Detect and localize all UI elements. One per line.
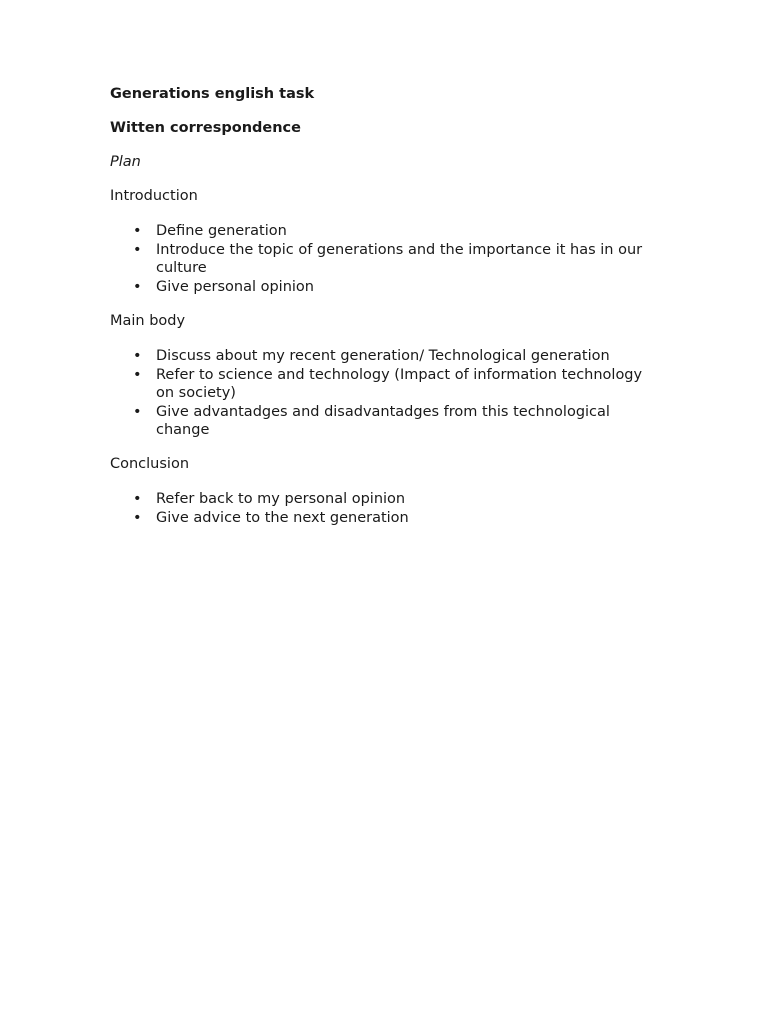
section-heading-conclusion: Conclusion (110, 456, 190, 472)
list-item-text: Define generation (156, 223, 287, 239)
list-item (110, 509, 655, 527)
bullet-icon: • (133, 510, 142, 526)
list-item (110, 490, 655, 508)
plan-label: Plan (110, 154, 141, 170)
document-body (110, 85, 655, 528)
list-item-text: Give personal opinion (156, 279, 314, 295)
list-item (110, 222, 655, 240)
list-item (110, 278, 655, 296)
bullet-icon: • (133, 223, 142, 239)
bullet-icon: • (133, 279, 142, 295)
list-item (110, 241, 655, 277)
section-heading-introduction: Introduction (110, 188, 198, 204)
conclusion-list (110, 490, 655, 527)
list-item-text: Refer to science and technology (Impact of information technology on society) (156, 367, 643, 401)
list-item-text: Refer back to my personal opinion (156, 491, 406, 507)
list-item (110, 403, 655, 439)
section-heading-main-body: Main body (110, 313, 186, 329)
bullet-icon: • (133, 404, 142, 420)
list-item-text: Give advice to the next generation (156, 510, 409, 526)
bullet-icon: • (133, 348, 142, 364)
list-item-text: Discuss about my recent generation/ Technological generation (156, 348, 610, 364)
list-item-text: Introduce the topic of generations and the importance it has in our culture (156, 242, 643, 276)
main-body-list (110, 347, 655, 439)
bullet-icon: • (133, 491, 142, 507)
bullet-icon: • (133, 242, 142, 258)
list-item (110, 366, 655, 402)
list-item (110, 347, 655, 365)
document-subtitle: Witten correspondence (110, 120, 301, 136)
list-item-text: Give advantadges and disadvantadges from this technological change (156, 404, 610, 438)
document-title: Generations english task (110, 86, 315, 102)
bullet-icon: • (133, 367, 142, 383)
introduction-list (110, 222, 655, 296)
